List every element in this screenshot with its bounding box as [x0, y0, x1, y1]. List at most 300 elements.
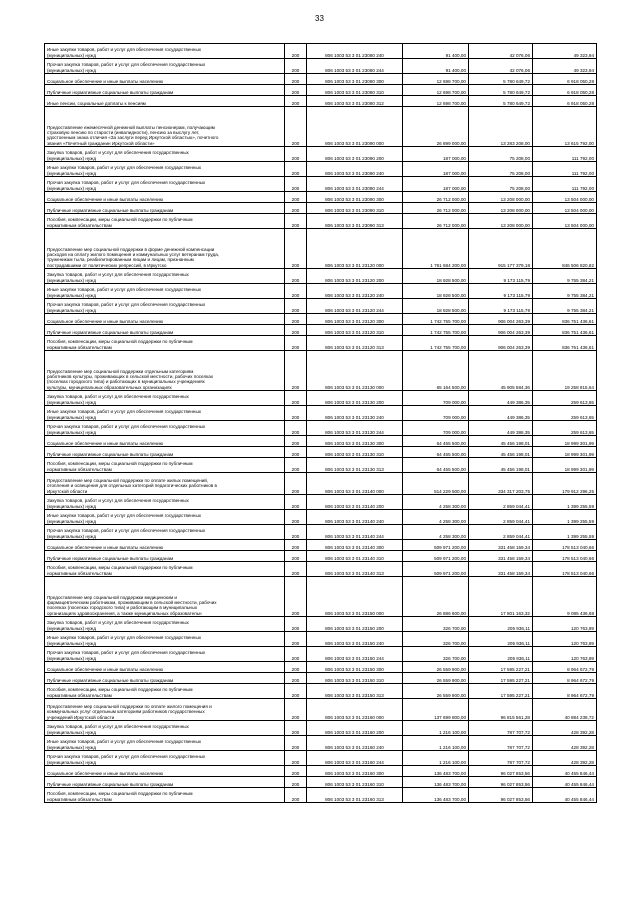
row-executed-amount: 42 076,06 — [469, 44, 533, 59]
table-row — [45, 788, 597, 803]
row-budget-code: 806 1003 53 3 01 23160 000 — [307, 699, 403, 721]
table-row — [45, 299, 597, 314]
row-budget-code: 806 1003 53 3 01 23120 000 — [307, 229, 403, 269]
row-approved-amount: 4 258 300,00 — [403, 510, 469, 525]
row-admin-code: 200 — [285, 551, 307, 562]
row-approved-amount: 18 928 500,00 — [403, 269, 469, 284]
row-executed-amount: 45 456 198,01 — [469, 447, 533, 458]
row-admin-code: 200 — [285, 510, 307, 525]
row-name: Иные закупки товаров, работ и услуг для обеспечения государственных (муниципальных) нужд — [45, 44, 285, 59]
row-approved-amount: 26 559 900,00 — [403, 662, 469, 673]
table-row — [45, 96, 597, 107]
row-admin-code: 200 — [285, 632, 307, 647]
row-unexecuted-amount: 9 755 384,21 — [533, 299, 597, 314]
row-executed-amount: 96 027 853,56 — [469, 766, 533, 777]
row-budget-code: 806 1003 53 3 01 23150 300 — [307, 662, 403, 673]
row-budget-code: 806 1003 53 3 01 23160 310 — [307, 777, 403, 788]
row-approved-amount: 26 899 000,00 — [403, 107, 469, 147]
table-row — [45, 314, 597, 325]
row-admin-code: 200 — [285, 351, 307, 391]
row-admin-code: 200 — [285, 736, 307, 751]
row-name: Прочая закупка товаров, работ и услуг для обеспечения государственных (муниципальных) нужд — [45, 59, 285, 74]
row-admin-code: 200 — [285, 391, 307, 406]
row-budget-code: 806 1003 53 3 01 23130 000 — [307, 351, 403, 391]
row-name: Иные закупки товаров, работ и услуг для обеспечения государственных (муниципальных) нужд — [45, 510, 285, 525]
row-unexecuted-amount: 8 964 672,79 — [533, 662, 597, 673]
row-name: Прочая закупка товаров, работ и услуг для обеспечения государственных (муниципальных) нужд — [45, 299, 285, 314]
row-approved-amount: 1 742 755 700,00 — [403, 325, 469, 336]
row-name: Закупка товаров, работ и услуг для обеспечения государственных (муниципальных) нужд — [45, 147, 285, 162]
row-unexecuted-amount: 120 763,89 — [533, 617, 597, 632]
table-row — [45, 74, 597, 85]
row-admin-code: 200 — [285, 406, 307, 421]
row-name: Пособия, компенсации, меры социальной поддержки по публичным нормативным обязательствам — [45, 336, 285, 351]
row-name: Социальное обеспечение и иные выплаты населению — [45, 766, 285, 777]
row-unexecuted-amount: 8 964 672,79 — [533, 673, 597, 684]
row-approved-amount: 64 455 500,00 — [403, 458, 469, 473]
row-approved-amount: 1 742 755 700,00 — [403, 314, 469, 325]
row-budget-code: 806 1003 53 3 01 23130 300 — [307, 436, 403, 447]
row-approved-amount: 187 000,00 — [403, 147, 469, 162]
row-admin-code: 200 — [285, 751, 307, 766]
row-unexecuted-amount: 13 504 000,00 — [533, 192, 597, 203]
row-approved-amount: 1 216 100,00 — [403, 751, 469, 766]
row-unexecuted-amount: 111 792,00 — [533, 162, 597, 177]
row-name: Закупка товаров, работ и услуг для обеспечения государственных (муниципальных) нужд — [45, 721, 285, 736]
row-budget-code: 806 1003 53 3 01 23090 000 — [307, 107, 403, 147]
table-row — [45, 766, 597, 777]
row-executed-amount: 787 707,72 — [469, 721, 533, 736]
row-executed-amount: 96 027 853,56 — [469, 788, 533, 803]
row-executed-amount: 906 004 263,39 — [469, 314, 533, 325]
row-unexecuted-amount: 6 918 050,28 — [533, 74, 597, 85]
row-approved-amount: 709 000,00 — [403, 391, 469, 406]
row-approved-amount: 26 559 900,00 — [403, 673, 469, 684]
row-budget-code: 806 1003 53 3 01 23120 200 — [307, 269, 403, 284]
row-executed-amount: 5 780 649,72 — [469, 74, 533, 85]
table-row — [45, 673, 597, 684]
row-budget-code: 806 1003 53 3 01 23090 244 — [307, 177, 403, 192]
row-unexecuted-amount: 259 613,65 — [533, 421, 597, 436]
page-number: 33 — [315, 14, 324, 23]
row-name: Пособия, компенсации, меры социальной поддержки по публичным нормативным обязательствам — [45, 458, 285, 473]
table-row — [45, 203, 597, 214]
row-unexecuted-amount: 259 613,65 — [533, 406, 597, 421]
row-approved-amount: 514 229 500,00 — [403, 473, 469, 495]
row-budget-code: 806 1003 53 3 01 23090 310 — [307, 203, 403, 214]
table-row — [45, 647, 597, 662]
row-unexecuted-amount: 18 999 301,99 — [533, 458, 597, 473]
row-executed-amount: 787 707,72 — [469, 751, 533, 766]
row-executed-amount: 13 208 000,00 — [469, 192, 533, 203]
row-executed-amount: 449 386,35 — [469, 406, 533, 421]
row-unexecuted-amount: 1 399 255,59 — [533, 495, 597, 510]
row-budget-code: 806 1003 53 3 01 23140 000 — [307, 473, 403, 495]
row-executed-amount: 205 936,11 — [469, 647, 533, 662]
row-unexecuted-amount: 13 504 000,00 — [533, 214, 597, 229]
table-row — [45, 214, 597, 229]
row-unexecuted-amount: 19 258 915,64 — [533, 351, 597, 391]
row-budget-code: 806 1003 53 3 01 23080 244 — [307, 59, 403, 74]
table-row — [45, 336, 597, 351]
row-budget-code: 806 1003 53 3 01 23150 313 — [307, 684, 403, 699]
row-admin-code: 200 — [285, 721, 307, 736]
row-name: Социальное обеспечение и иные выплаты населению — [45, 540, 285, 551]
row-unexecuted-amount: 6 918 050,28 — [533, 85, 597, 96]
row-admin-code: 200 — [285, 540, 307, 551]
row-admin-code: 200 — [285, 284, 307, 299]
row-name: Прочая закупка товаров, работ и услуг для обеспечения государственных (муниципальных) нужд — [45, 421, 285, 436]
row-executed-amount: 13 208 000,00 — [469, 203, 533, 214]
row-unexecuted-amount: 6 918 050,28 — [533, 96, 597, 107]
row-unexecuted-amount: 428 392,28 — [533, 736, 597, 751]
row-admin-code: 200 — [285, 495, 307, 510]
table-row — [45, 147, 597, 162]
row-executed-amount: 2 859 044,41 — [469, 495, 533, 510]
table-row — [45, 447, 597, 458]
row-name: Иные закупки товаров, работ и услуг для обеспечения государственных (муниципальных) нужд — [45, 632, 285, 647]
row-name: Прочая закупка товаров, работ и услуг для обеспечения государственных (муниципальных) нужд — [45, 647, 285, 662]
table-row — [45, 391, 597, 406]
row-budget-code: 806 1003 53 3 01 23160 200 — [307, 721, 403, 736]
table-row — [45, 421, 597, 436]
row-executed-amount: 42 076,06 — [469, 59, 533, 74]
row-budget-code: 806 1003 53 3 01 23150 240 — [307, 632, 403, 647]
row-admin-code: 200 — [285, 203, 307, 214]
table-row — [45, 632, 597, 647]
row-budget-code: 806 1003 53 3 01 23090 300 — [307, 192, 403, 203]
row-executed-amount: 5 780 649,72 — [469, 85, 533, 96]
row-admin-code: 200 — [285, 436, 307, 447]
row-approved-amount: 4 258 300,00 — [403, 495, 469, 510]
table-row — [45, 177, 597, 192]
row-approved-amount: 509 971 200,00 — [403, 551, 469, 562]
row-name: Иные закупки товаров, работ и услуг для обеспечения государственных (муниципальных) нужд — [45, 406, 285, 421]
row-executed-amount: 906 004 263,39 — [469, 336, 533, 351]
row-admin-code: 200 — [285, 473, 307, 495]
row-name: Публичные нормативные социальные выплаты гражданам — [45, 551, 285, 562]
row-approved-amount: 137 699 800,00 — [403, 699, 469, 721]
row-executed-amount: 449 386,35 — [469, 421, 533, 436]
row-name: Закупка товаров, работ и услуг для обеспечения государственных (муниципальных) нужд — [45, 495, 285, 510]
row-approved-amount: 1 216 100,00 — [403, 736, 469, 751]
row-approved-amount: 26 886 600,00 — [403, 577, 469, 617]
row-admin-code: 200 — [285, 766, 307, 777]
row-budget-code: 806 1003 53 3 01 23150 310 — [307, 673, 403, 684]
row-admin-code: 200 — [285, 107, 307, 147]
row-admin-code: 200 — [285, 647, 307, 662]
row-name: Публичные нормативные социальные выплаты гражданам — [45, 325, 285, 336]
row-executed-amount: 17 801 163,32 — [469, 577, 533, 617]
table-row — [45, 562, 597, 577]
table-row — [45, 699, 597, 721]
row-approved-amount: 709 000,00 — [403, 406, 469, 421]
table-row — [45, 736, 597, 751]
table-row — [45, 510, 597, 525]
row-admin-code: 200 — [285, 684, 307, 699]
row-admin-code: 200 — [285, 214, 307, 229]
row-budget-code: 806 1003 53 3 01 23080 312 — [307, 96, 403, 107]
table-row — [45, 777, 597, 788]
row-admin-code: 200 — [285, 447, 307, 458]
row-name: Предоставление мер социальной поддержки медицинским и фармацевтическим работникам, проживающим в сельской местности, рабочих поселках (поселках городского типа) и работающим в муниципальных организациях здравоохранения, а также муниципальных образовательн — [45, 577, 285, 617]
table-row — [45, 577, 597, 617]
row-budget-code: 806 1003 53 3 01 23120 313 — [307, 336, 403, 351]
row-unexecuted-amount: 9 085 436,68 — [533, 577, 597, 617]
row-admin-code: 200 — [285, 458, 307, 473]
row-executed-amount: 45 905 584,36 — [469, 351, 533, 391]
row-approved-amount: 1 216 100,00 — [403, 721, 469, 736]
row-unexecuted-amount: 111 792,00 — [533, 147, 597, 162]
row-name: Иные закупки товаров, работ и услуг для обеспечения государственных (муниципальных) нужд — [45, 162, 285, 177]
row-approved-amount: 1 742 755 700,00 — [403, 336, 469, 351]
row-name: Социальное обеспечение и иные выплаты населению — [45, 314, 285, 325]
row-unexecuted-amount: 178 513 040,66 — [533, 551, 597, 562]
row-approved-amount: 12 698 700,00 — [403, 85, 469, 96]
row-executed-amount: 9 173 115,79 — [469, 284, 533, 299]
row-unexecuted-amount: 179 912 296,25 — [533, 473, 597, 495]
row-approved-amount: 26 559 900,00 — [403, 684, 469, 699]
row-budget-code: 806 1003 53 3 01 23120 310 — [307, 325, 403, 336]
row-budget-code: 806 1003 53 3 01 23150 244 — [307, 647, 403, 662]
row-name: Закупка товаров, работ и услуг для обеспечения государственных (муниципальных) нужд — [45, 391, 285, 406]
row-budget-code: 806 1003 53 3 01 23080 300 — [307, 74, 403, 85]
row-executed-amount: 906 004 263,39 — [469, 325, 533, 336]
row-unexecuted-amount: 178 513 040,66 — [533, 562, 597, 577]
row-approved-amount: 91 400,00 — [403, 59, 469, 74]
row-admin-code: 200 — [285, 96, 307, 107]
row-executed-amount: 205 936,11 — [469, 617, 533, 632]
row-approved-amount: 509 971 200,00 — [403, 562, 469, 577]
row-admin-code: 200 — [285, 162, 307, 177]
row-name: Социальное обеспечение и иные выплаты населению — [45, 74, 285, 85]
row-executed-amount: 13 283 208,00 — [469, 107, 533, 147]
row-approved-amount: 136 483 700,00 — [403, 777, 469, 788]
row-approved-amount: 326 700,00 — [403, 632, 469, 647]
row-name: Иные закупки товаров, работ и услуг для обеспечения государственных (муниципальных) нужд — [45, 736, 285, 751]
table-row — [45, 107, 597, 147]
row-budget-code: 806 1003 53 3 01 23130 244 — [307, 421, 403, 436]
row-executed-amount: 5 780 649,72 — [469, 96, 533, 107]
row-name: Прочая закупка товаров, работ и услуг для обеспечения государственных (муниципальных) нужд — [45, 525, 285, 540]
table-row — [45, 436, 597, 447]
row-approved-amount: 136 483 700,00 — [403, 788, 469, 803]
row-admin-code: 200 — [285, 192, 307, 203]
row-budget-code: 806 1003 53 3 01 23130 200 — [307, 391, 403, 406]
table-row — [45, 406, 597, 421]
table-row — [45, 44, 597, 59]
row-name: Закупка товаров, работ и услуг для обеспечения государственных (муниципальных) нужд — [45, 617, 285, 632]
table-row — [45, 229, 597, 269]
row-name: Публичные нормативные социальные выплаты гражданам — [45, 447, 285, 458]
table-row — [45, 473, 597, 495]
row-unexecuted-amount: 836 751 436,61 — [533, 314, 597, 325]
row-executed-amount: 2 859 044,41 — [469, 525, 533, 540]
row-budget-code: 806 1003 53 3 01 23090 200 — [307, 147, 403, 162]
table-row — [45, 751, 597, 766]
row-approved-amount: 187 000,00 — [403, 177, 469, 192]
row-unexecuted-amount: 836 751 436,61 — [533, 325, 597, 336]
row-budget-code: 806 1003 53 3 01 23160 313 — [307, 788, 403, 803]
table-row — [45, 192, 597, 203]
table-row — [45, 540, 597, 551]
row-approved-amount: 65 164 500,00 — [403, 351, 469, 391]
row-name: Предоставление мер социальной поддержки в форме денежной компенсации расходов на оплату жилого помещения и коммунальных услуг ветеранам труда, труженикам тыла, реабилитированным лицам и лицам, признанным пострадавшими от политических репрессий, в Иркутско — [45, 229, 285, 269]
row-approved-amount: 12 698 700,00 — [403, 74, 469, 85]
row-unexecuted-amount: 428 392,28 — [533, 751, 597, 766]
row-name: Иные закупки товаров, работ и услуг для обеспечения государственных (муниципальных) нужд — [45, 284, 285, 299]
row-admin-code: 200 — [285, 44, 307, 59]
row-budget-code: 806 1003 53 3 01 23120 300 — [307, 314, 403, 325]
row-admin-code: 200 — [285, 147, 307, 162]
row-budget-code: 806 1003 53 3 01 23140 240 — [307, 510, 403, 525]
row-admin-code: 200 — [285, 85, 307, 96]
row-approved-amount: 12 698 700,00 — [403, 96, 469, 107]
row-admin-code: 200 — [285, 325, 307, 336]
row-executed-amount: 205 936,11 — [469, 632, 533, 647]
row-executed-amount: 17 595 227,21 — [469, 673, 533, 684]
row-unexecuted-amount: 13 615 792,00 — [533, 107, 597, 147]
row-unexecuted-amount: 18 999 301,99 — [533, 447, 597, 458]
row-unexecuted-amount: 111 792,00 — [533, 177, 597, 192]
row-admin-code: 200 — [285, 617, 307, 632]
row-executed-amount: 331 458 159,34 — [469, 540, 533, 551]
table-row — [45, 495, 597, 510]
row-name: Предоставление мер социальной поддержки по оплате жилого помещения и коммунальных услуг отдельным категориям работников государственных учреждений Иркутской области — [45, 699, 285, 721]
row-approved-amount: 4 258 300,00 — [403, 525, 469, 540]
row-budget-code: 806 1003 53 3 01 23130 240 — [307, 406, 403, 421]
row-unexecuted-amount: 428 392,28 — [533, 721, 597, 736]
row-executed-amount: 45 456 198,01 — [469, 436, 533, 447]
row-name: Публичные нормативные социальные выплаты гражданам — [45, 203, 285, 214]
row-name: Публичные нормативные социальные выплаты гражданам — [45, 673, 285, 684]
row-unexecuted-amount: 846 506 820,82 — [533, 229, 597, 269]
row-executed-amount: 75 208,00 — [469, 177, 533, 192]
table-row — [45, 662, 597, 673]
table-row — [45, 525, 597, 540]
row-executed-amount: 787 707,72 — [469, 736, 533, 751]
row-unexecuted-amount: 178 513 040,66 — [533, 540, 597, 551]
row-name: Предоставление мер социальной поддержки отдельным категориям работников культуры, проживающих в сельской местности, рабочих поселках (поселках городского типа) и работающих в муниципальных учреждениях культуры, муниципальных образовательных организациях — [45, 351, 285, 391]
row-unexecuted-amount: 40 455 846,44 — [533, 788, 597, 803]
row-name: Пособия, компенсации, меры социальной поддержки по публичным нормативным обязательствам — [45, 562, 285, 577]
row-name: Прочая закупка товаров, работ и услуг для обеспечения государственных (муниципальных) нужд — [45, 177, 285, 192]
row-budget-code: 806 1003 53 3 01 23090 313 — [307, 214, 403, 229]
row-admin-code: 200 — [285, 662, 307, 673]
row-approved-amount: 509 971 200,00 — [403, 540, 469, 551]
table-row — [45, 721, 597, 736]
row-unexecuted-amount: 9 755 384,21 — [533, 284, 597, 299]
row-approved-amount: 1 761 684 200,00 — [403, 229, 469, 269]
table-row — [45, 551, 597, 562]
row-unexecuted-amount: 120 763,89 — [533, 647, 597, 662]
row-executed-amount: 331 458 159,34 — [469, 562, 533, 577]
table-row — [45, 269, 597, 284]
row-executed-amount: 9 173 115,79 — [469, 269, 533, 284]
row-approved-amount: 136 483 700,00 — [403, 766, 469, 777]
row-budget-code: 806 1003 53 3 01 23140 310 — [307, 551, 403, 562]
row-budget-code: 806 1003 53 3 01 23120 244 — [307, 299, 403, 314]
row-admin-code: 200 — [285, 59, 307, 74]
row-budget-code: 806 1003 53 3 01 23120 240 — [307, 284, 403, 299]
row-budget-code: 806 1003 53 3 01 23130 313 — [307, 458, 403, 473]
row-budget-code: 806 1003 53 3 01 23150 000 — [307, 577, 403, 617]
row-executed-amount: 75 208,00 — [469, 147, 533, 162]
row-unexecuted-amount: 259 613,65 — [533, 391, 597, 406]
row-executed-amount: 75 208,00 — [469, 162, 533, 177]
row-budget-code: 806 1003 53 3 01 23130 310 — [307, 447, 403, 458]
row-unexecuted-amount: 49 323,94 — [533, 44, 597, 59]
row-executed-amount: 2 859 044,41 — [469, 510, 533, 525]
row-admin-code: 200 — [285, 336, 307, 351]
row-approved-amount: 26 712 000,00 — [403, 203, 469, 214]
row-admin-code: 200 — [285, 525, 307, 540]
row-executed-amount: 915 177 379,18 — [469, 229, 533, 269]
row-approved-amount: 64 455 500,00 — [403, 436, 469, 447]
row-executed-amount: 13 208 000,00 — [469, 214, 533, 229]
row-approved-amount: 26 712 000,00 — [403, 214, 469, 229]
row-admin-code: 200 — [285, 269, 307, 284]
row-executed-amount: 17 595 227,21 — [469, 684, 533, 699]
row-executed-amount: 9 173 115,79 — [469, 299, 533, 314]
table-body — [45, 44, 597, 803]
row-executed-amount: 96 027 853,56 — [469, 777, 533, 788]
row-approved-amount: 709 000,00 — [403, 421, 469, 436]
row-approved-amount: 326 700,00 — [403, 647, 469, 662]
row-unexecuted-amount: 18 999 301,99 — [533, 436, 597, 447]
table-row — [45, 325, 597, 336]
table-row — [45, 617, 597, 632]
row-budget-code: 806 1003 53 3 01 23140 300 — [307, 540, 403, 551]
row-admin-code: 200 — [285, 299, 307, 314]
table-row — [45, 351, 597, 391]
row-budget-code: 806 1003 53 3 01 23140 313 — [307, 562, 403, 577]
row-executed-amount: 334 317 203,75 — [469, 473, 533, 495]
table-row — [45, 684, 597, 699]
row-admin-code: 200 — [285, 673, 307, 684]
table-row — [45, 284, 597, 299]
row-unexecuted-amount: 40 455 846,44 — [533, 766, 597, 777]
row-name: Публичные нормативные социальные выплаты гражданам — [45, 85, 285, 96]
row-approved-amount: 64 455 500,00 — [403, 447, 469, 458]
row-unexecuted-amount: 9 755 384,21 — [533, 269, 597, 284]
row-budget-code: 806 1003 53 3 01 23080 240 — [307, 44, 403, 59]
table-row — [45, 85, 597, 96]
row-admin-code: 200 — [285, 699, 307, 721]
row-unexecuted-amount: 1 399 255,59 — [533, 525, 597, 540]
row-approved-amount: 18 928 500,00 — [403, 284, 469, 299]
row-unexecuted-amount: 1 399 255,59 — [533, 510, 597, 525]
row-approved-amount: 26 712 000,00 — [403, 192, 469, 203]
row-budget-code: 806 1003 53 3 01 23140 200 — [307, 495, 403, 510]
row-name: Пособия, компенсации, меры социальной поддержки по публичным нормативным обязательствам — [45, 214, 285, 229]
row-unexecuted-amount: 49 323,94 — [533, 59, 597, 74]
table-row — [45, 458, 597, 473]
row-budget-code: 806 1003 53 3 01 23080 310 — [307, 85, 403, 96]
row-name: Пособия, компенсации, меры социальной поддержки по публичным нормативным обязательствам — [45, 684, 285, 699]
row-admin-code: 200 — [285, 562, 307, 577]
row-executed-amount: 449 386,35 — [469, 391, 533, 406]
row-admin-code: 200 — [285, 229, 307, 269]
row-admin-code: 200 — [285, 788, 307, 803]
row-admin-code: 200 — [285, 177, 307, 192]
row-approved-amount: 18 928 500,00 — [403, 299, 469, 314]
table-row — [45, 59, 597, 74]
row-name: Публичные нормативные социальные выплаты гражданам — [45, 777, 285, 788]
row-unexecuted-amount: 8 964 672,79 — [533, 684, 597, 699]
row-unexecuted-amount: 40 455 846,44 — [533, 777, 597, 788]
row-name: Закупка товаров, работ и услуг для обеспечения государственных (муниципальных) нужд — [45, 269, 285, 284]
